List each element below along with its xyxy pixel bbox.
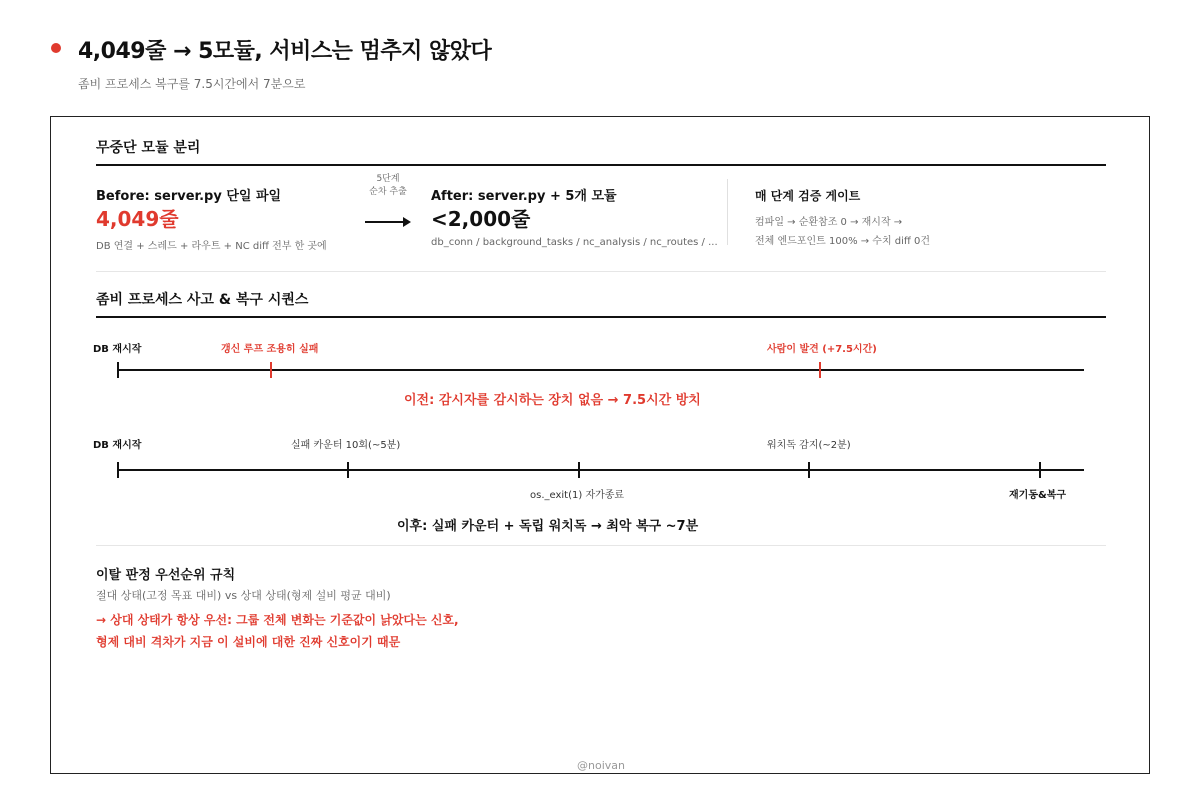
after-timeline-start-label: DB 재시작 — [93, 440, 142, 451]
title-bullet-dot — [51, 43, 61, 53]
before-timeline-event-silent-failure: 갱신 루프 조용히 실패 — [221, 344, 319, 355]
section-title-module-split: 무중단 모듈 분리 — [96, 140, 201, 156]
before-timeline-tick-failure — [270, 362, 272, 378]
after-timeline-event-fail-counter: 실패 카운터 10회(~5분) — [291, 440, 401, 451]
after-timeline-caption: 이후: 실패 카운터 + 독립 워치독 → 최악 복구 ~7분 — [397, 519, 699, 534]
after-timeline-tick-self-exit — [578, 462, 580, 478]
after-module-list: db_conn / background_tasks / nc_analysis / nc_routes / ... — [431, 237, 718, 248]
priority-rule-conclusion-line2: 형제 대비 격차가 지금 이 설비에 대한 진짜 신호이기 때문 — [96, 635, 401, 649]
section-divider — [96, 164, 1106, 166]
before-timeline-tick-start — [117, 362, 119, 378]
arrow-caption — [363, 173, 413, 199]
arrow-right-icon — [363, 215, 413, 229]
section-separator — [96, 271, 1106, 272]
before-line-count: 4,049줄 — [96, 207, 179, 231]
before-timeline-event-human-found: 사람이 발견 (+7.5시간) — [767, 344, 877, 355]
gate-title: 매 단계 검증 게이트 — [755, 189, 861, 203]
section-title-incident-sequence: 좀비 프로세스 사고 & 복구 시퀀스 — [96, 292, 309, 308]
after-line-count: <2,000줄 — [431, 207, 531, 231]
priority-rule-comparison: 절대 상태(고정 목표 대비) vs 상대 상태(형제 설비 평균 대비) — [96, 589, 391, 602]
content-panel — [50, 116, 1150, 774]
section-separator — [96, 545, 1106, 546]
after-timeline-tick-start — [117, 462, 119, 478]
column-divider — [727, 179, 728, 245]
before-description: DB 연결 + 스레드 + 라우트 + NC diff 전부 한 곳에 — [96, 241, 327, 252]
section-title-priority-rule: 이탈 판정 우선순위 규칙 — [96, 568, 236, 583]
after-timeline-tick-fail-counter — [347, 462, 349, 478]
section-divider — [96, 316, 1106, 318]
gate-step-line2: 전체 엔드포인트 100% → 수치 diff 0건 — [755, 236, 931, 247]
arrow-caption-line1: 5단계 — [376, 174, 400, 184]
before-timeline-caption: 이전: 감시자를 감시하는 장치 없음 → 7.5시간 방치 — [404, 393, 701, 408]
after-timeline-tick-recovery — [1039, 462, 1041, 478]
after-timeline-tick-watchdog — [808, 462, 810, 478]
page-subtitle: 좀비 프로세스 복구를 7.5시간에서 7분으로 — [78, 77, 306, 91]
page-title: 4,049줄 → 5모듈, 서비스는 멈추지 않았다 — [78, 39, 492, 64]
priority-rule-conclusion-line1: → 상대 상태가 항상 우선: 그룹 전체 변화는 기준값이 낡았다는 신호, — [96, 613, 459, 627]
after-timeline-event-self-exit: os._exit(1) 자가종료 — [530, 490, 625, 501]
after-label: After: server.py + 5개 모듈 — [431, 189, 617, 204]
before-timeline-tick-found — [819, 362, 821, 378]
after-timeline-event-watchdog: 워치독 감지(~2분) — [767, 440, 851, 451]
gate-step-line1: 컴파일 → 순환참조 0 → 재시작 → — [755, 217, 903, 228]
after-timeline-event-recovery: 재기동&복구 — [1009, 490, 1067, 501]
after-timeline-axis — [118, 469, 1084, 471]
author-credit: @noivan — [577, 759, 625, 772]
before-timeline-axis — [118, 369, 1084, 371]
arrow-caption-line2: 순차 추출 — [369, 187, 407, 197]
before-timeline-start-label: DB 재시작 — [93, 344, 142, 355]
before-label: Before: server.py 단일 파일 — [96, 189, 282, 204]
